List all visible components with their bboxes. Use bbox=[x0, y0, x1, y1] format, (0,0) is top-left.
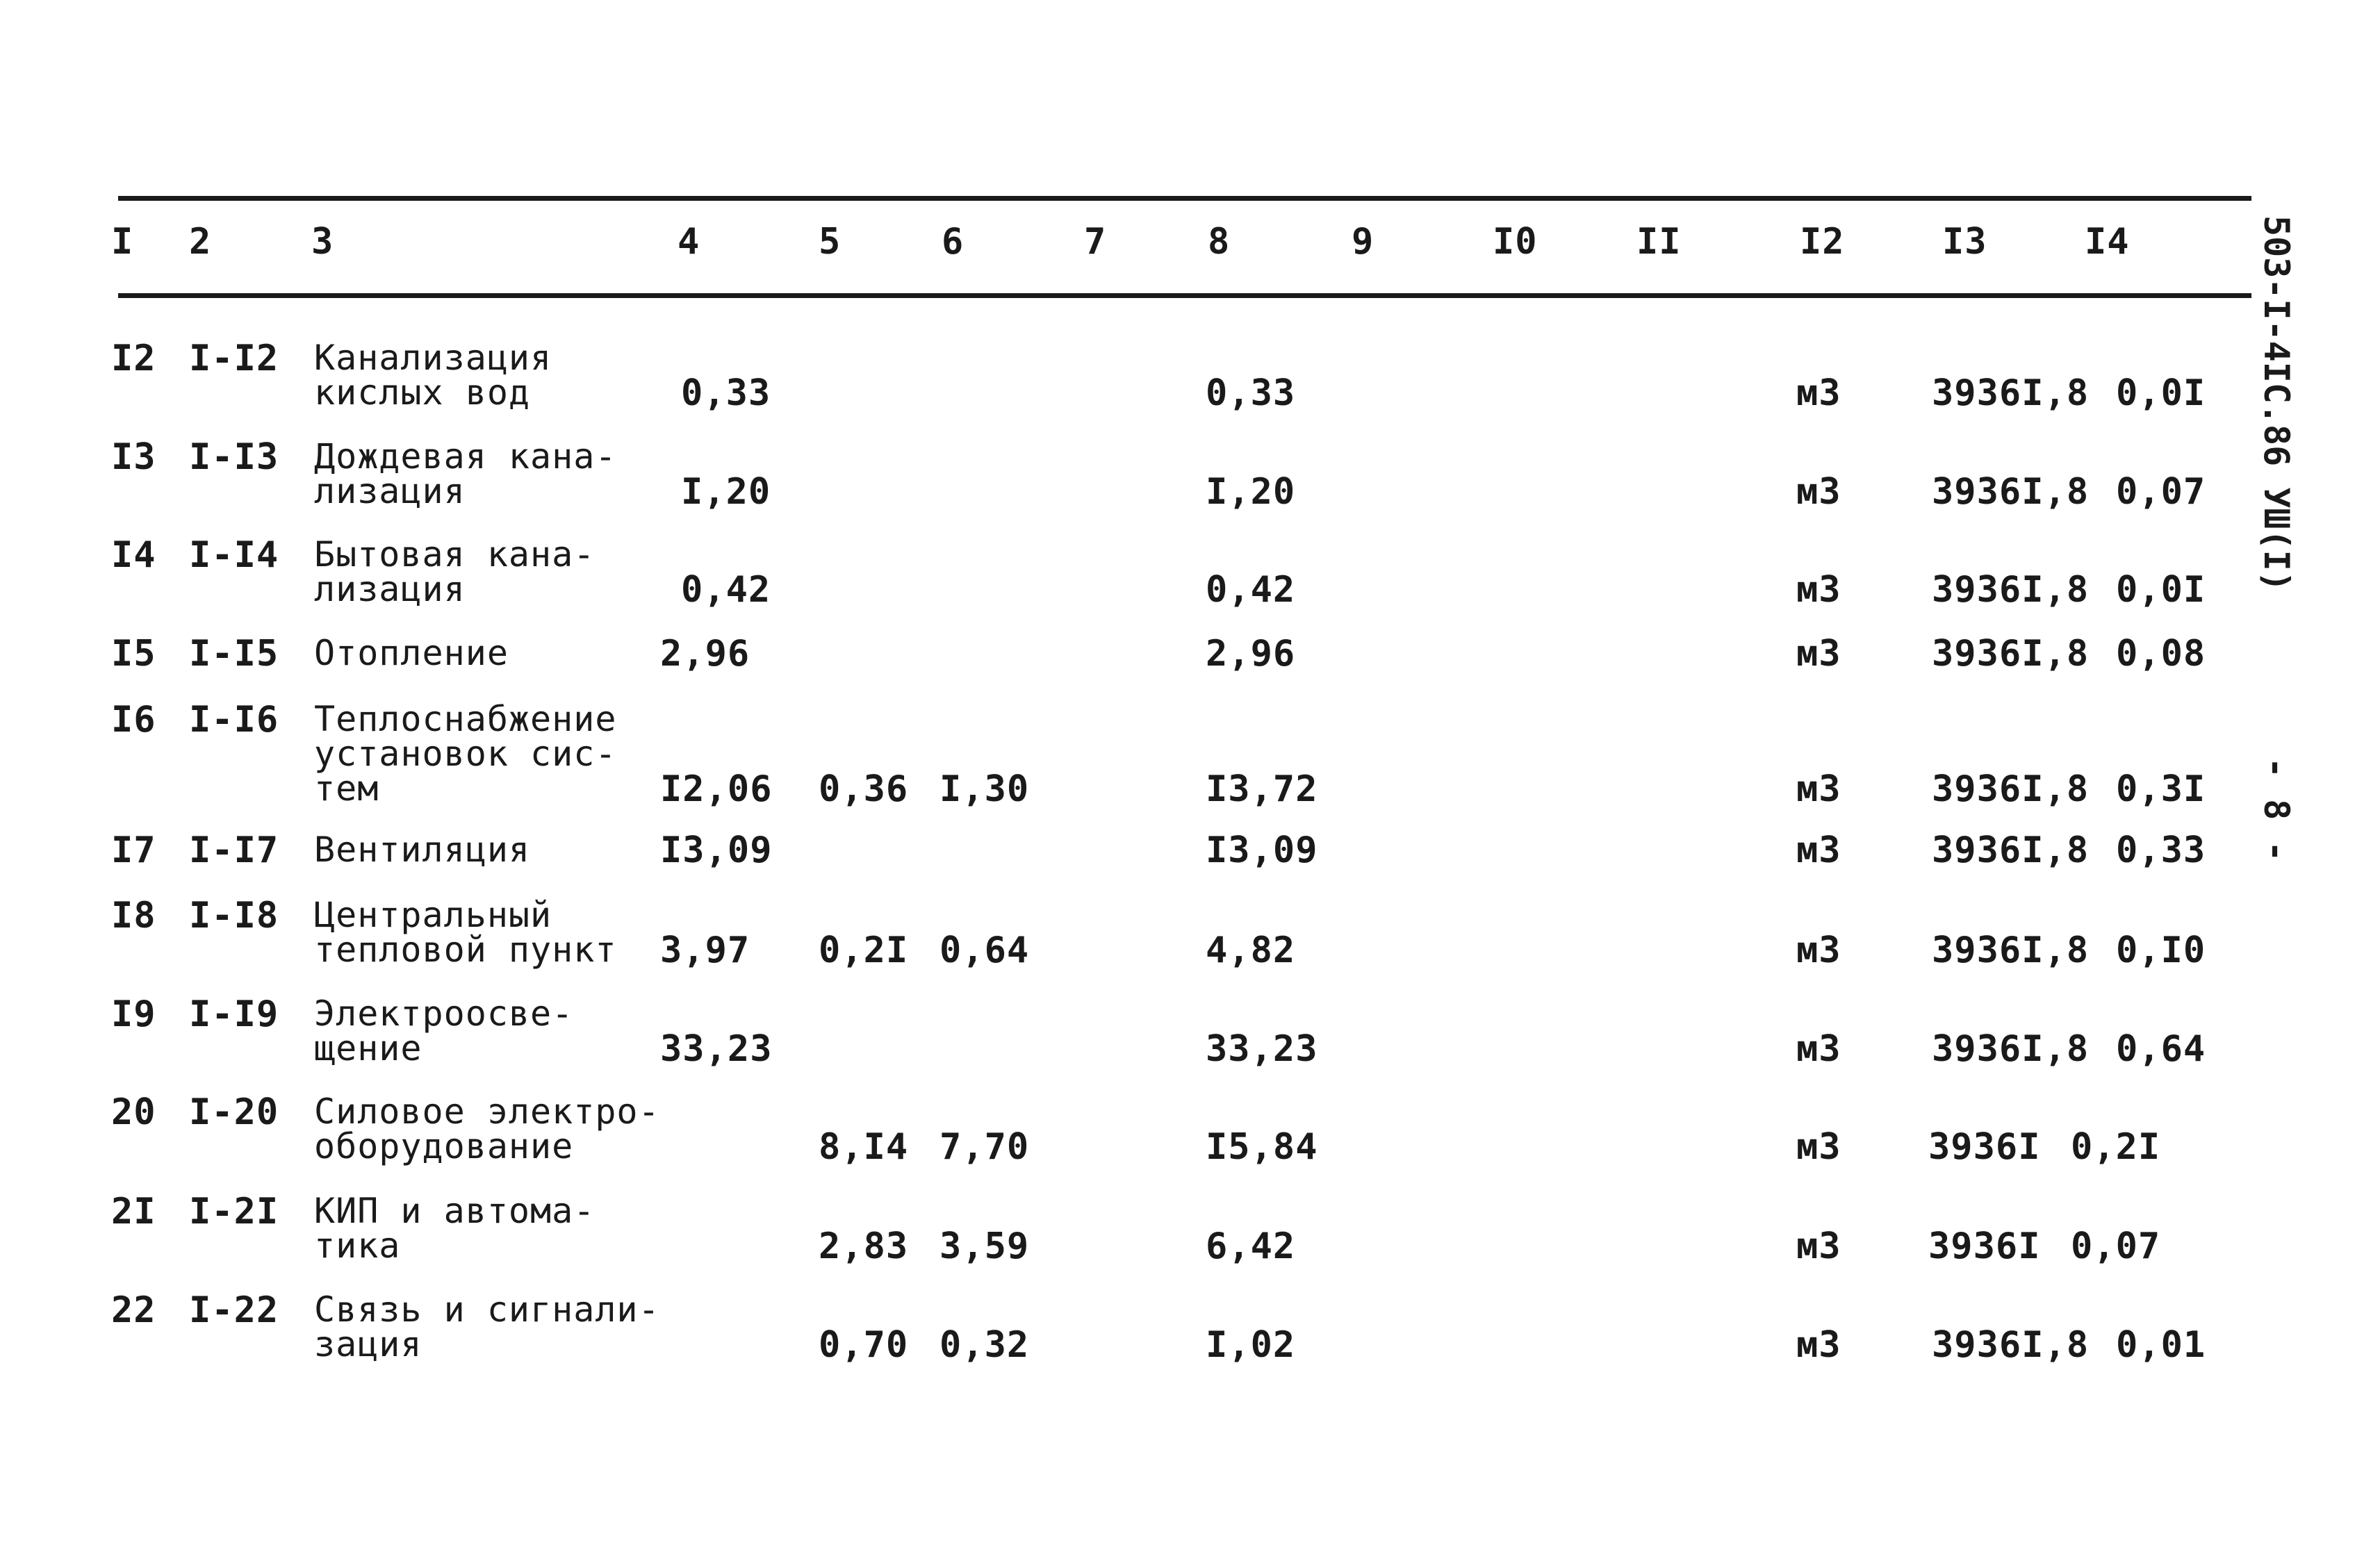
row-value-col14: 0,07 bbox=[2071, 1226, 2161, 1267]
row-value-col14: 0,64 bbox=[2116, 1028, 2206, 1070]
row-code: I-I6 bbox=[189, 699, 279, 741]
row-value-col4: 0,33 bbox=[681, 372, 771, 414]
row-value-col13: 3936I,8 bbox=[1932, 471, 2090, 513]
row-value-col5: 0,70 bbox=[819, 1324, 909, 1366]
row-value-col8: 2,96 bbox=[1206, 633, 1296, 675]
row-value-col4: 2,96 bbox=[660, 633, 750, 675]
row-code: I-20 bbox=[189, 1091, 279, 1133]
row-value-col14: 0,0I bbox=[2116, 372, 2206, 414]
row-code: I-2I bbox=[189, 1191, 279, 1232]
row-number: 22 bbox=[111, 1289, 156, 1331]
row-value-col8: 0,33 bbox=[1206, 372, 1296, 414]
row-value-col13: 3936I bbox=[1928, 1226, 2041, 1267]
row-value-col13: 3936I,8 bbox=[1932, 830, 2090, 871]
row-number: I9 bbox=[111, 993, 156, 1035]
col-header-7: 7 bbox=[1084, 221, 1107, 263]
row-value-col13: 3936I,8 bbox=[1932, 569, 2090, 611]
row-unit: м3 bbox=[1796, 633, 1841, 675]
row-number: I8 bbox=[111, 895, 156, 937]
row-unit: м3 bbox=[1796, 1324, 1841, 1366]
row-unit: м3 bbox=[1796, 830, 1841, 871]
row-code: I-I7 bbox=[189, 830, 279, 871]
col-header-10: I0 bbox=[1493, 221, 1538, 263]
row-name: Центральный тепловой пункт bbox=[314, 895, 617, 970]
page-number: - 8 - bbox=[2256, 757, 2297, 862]
row-unit: м3 bbox=[1796, 768, 1841, 810]
row-value-col6: 3,59 bbox=[939, 1226, 1030, 1267]
row-value-col6: 0,64 bbox=[939, 930, 1030, 971]
row-number: I6 bbox=[111, 699, 156, 741]
row-value-col13: 3936I,8 bbox=[1932, 930, 2090, 971]
row-unit: м3 bbox=[1796, 569, 1841, 611]
document-code: 503-I-4IС.86 УШ(I) bbox=[2256, 215, 2297, 592]
row-code: I-I5 bbox=[189, 633, 279, 675]
row-name: Теплоснабжение установок сис- тем bbox=[314, 699, 617, 809]
row-name: Силовое электро- оборудование bbox=[314, 1091, 660, 1166]
col-header-9: 9 bbox=[1352, 221, 1374, 263]
row-name: Канализация кислых вод bbox=[314, 338, 552, 413]
row-value-col8: I3,72 bbox=[1206, 768, 1318, 810]
row-value-col5: 2,83 bbox=[819, 1226, 909, 1267]
row-value-col6: 0,32 bbox=[939, 1324, 1030, 1366]
row-value-col4: I,20 bbox=[681, 471, 771, 513]
col-header-6: 6 bbox=[942, 221, 965, 263]
row-name: Электроосве- щение bbox=[314, 993, 574, 1069]
row-number: I4 bbox=[111, 534, 156, 576]
row-value-col13: 3936I bbox=[1928, 1126, 2041, 1168]
row-name: Отопление bbox=[314, 633, 509, 673]
row-value-col8: 6,42 bbox=[1206, 1226, 1296, 1267]
row-number: I3 bbox=[111, 436, 156, 478]
row-number: I7 bbox=[111, 830, 156, 871]
row-value-col4: 0,42 bbox=[681, 569, 771, 611]
col-header-12: I2 bbox=[1800, 221, 1845, 263]
row-value-col8: 0,42 bbox=[1206, 569, 1296, 611]
row-code: I-22 bbox=[189, 1289, 279, 1331]
row-value-col14: 0,I0 bbox=[2116, 930, 2206, 971]
row-value-col6: I,30 bbox=[939, 768, 1030, 810]
row-unit: м3 bbox=[1796, 372, 1841, 414]
row-value-col14: 0,07 bbox=[2116, 471, 2206, 513]
table-header-rule bbox=[118, 293, 2251, 298]
row-value-col4: 3,97 bbox=[660, 930, 750, 971]
row-code: I-I9 bbox=[189, 993, 279, 1035]
row-unit: м3 bbox=[1796, 1028, 1841, 1070]
row-number: 2I bbox=[111, 1191, 156, 1232]
row-value-col13: 3936I,8 bbox=[1932, 768, 2090, 810]
row-code: I-I8 bbox=[189, 895, 279, 937]
row-code: I-I2 bbox=[189, 338, 279, 379]
row-value-col8: I,02 bbox=[1206, 1324, 1296, 1366]
col-header-14: I4 bbox=[2085, 221, 2130, 263]
row-code: I-I3 bbox=[189, 436, 279, 478]
row-number: I2 bbox=[111, 338, 156, 379]
row-name: Бытовая кана- лизация bbox=[314, 534, 596, 609]
row-name: КИП и автома- тика bbox=[314, 1191, 596, 1266]
row-unit: м3 bbox=[1796, 471, 1841, 513]
row-value-col13: 3936I,8 bbox=[1932, 1324, 2090, 1366]
row-unit: м3 bbox=[1796, 1126, 1841, 1168]
row-name: Дождевая кана- лизация bbox=[314, 436, 617, 511]
col-header-8: 8 bbox=[1208, 221, 1231, 263]
row-value-col13: 3936I,8 bbox=[1932, 1028, 2090, 1070]
row-value-col6: 7,70 bbox=[939, 1126, 1030, 1168]
row-code: I-I4 bbox=[189, 534, 279, 576]
row-value-col8: 33,23 bbox=[1206, 1028, 1318, 1070]
table-top-rule bbox=[118, 196, 2251, 201]
row-value-col14: 0,2I bbox=[2071, 1126, 2161, 1168]
col-header-3: 3 bbox=[311, 221, 334, 263]
row-name: Вентиляция bbox=[314, 830, 531, 870]
row-value-col14: 0,3I bbox=[2116, 768, 2206, 810]
row-name: Связь и сигнали- зация bbox=[314, 1289, 660, 1364]
col-header-4: 4 bbox=[678, 221, 700, 263]
row-value-col13: 3936I,8 bbox=[1932, 372, 2090, 414]
row-value-col8: I5,84 bbox=[1206, 1126, 1318, 1168]
row-number: I5 bbox=[111, 633, 156, 675]
row-value-col14: 0,33 bbox=[2116, 830, 2206, 871]
row-value-col8: 4,82 bbox=[1206, 930, 1296, 971]
row-value-col4: 33,23 bbox=[660, 1028, 773, 1070]
col-header-5: 5 bbox=[819, 221, 842, 263]
row-value-col4: I3,09 bbox=[660, 830, 773, 871]
row-value-col5: 0,2I bbox=[819, 930, 909, 971]
row-number: 20 bbox=[111, 1091, 156, 1133]
row-value-col8: I,20 bbox=[1206, 471, 1296, 513]
col-header-2: 2 bbox=[189, 221, 212, 263]
row-unit: м3 bbox=[1796, 1226, 1841, 1267]
row-value-col8: I3,09 bbox=[1206, 830, 1318, 871]
row-value-col5: 0,36 bbox=[819, 768, 909, 810]
col-header-11: II bbox=[1636, 221, 1682, 263]
col-header-1: I bbox=[111, 221, 134, 263]
row-value-col14: 0,0I bbox=[2116, 569, 2206, 611]
row-value-col13: 3936I,8 bbox=[1932, 633, 2090, 675]
row-value-col14: 0,01 bbox=[2116, 1324, 2206, 1366]
col-header-13: I3 bbox=[1942, 221, 1987, 263]
row-value-col5: 8,I4 bbox=[819, 1126, 909, 1168]
row-value-col14: 0,08 bbox=[2116, 633, 2206, 675]
row-value-col4: I2,06 bbox=[660, 768, 773, 810]
row-unit: м3 bbox=[1796, 930, 1841, 971]
